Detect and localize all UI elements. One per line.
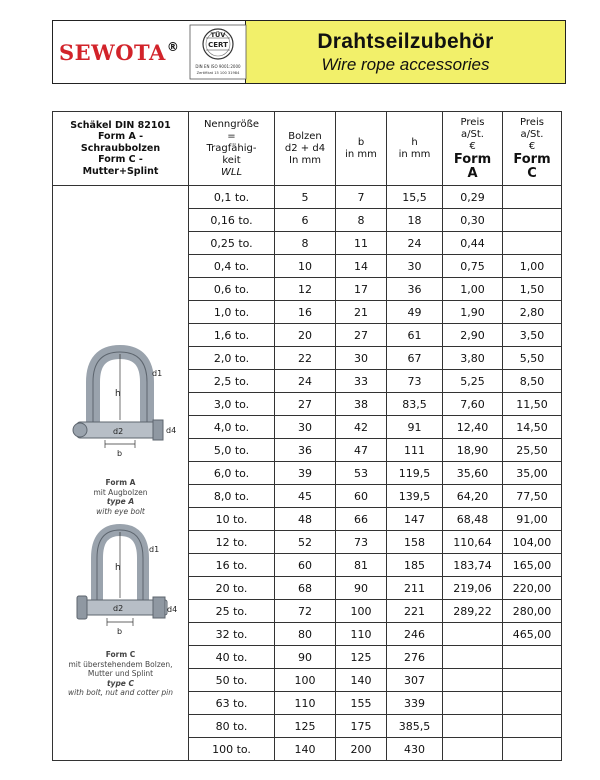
cell-bolt: 36 (275, 439, 336, 462)
cell-size: 0,4 to. (189, 255, 275, 278)
cell-bolt: 100 (275, 669, 336, 692)
dim-d2-label-c: d2 (113, 604, 124, 614)
cell-bolt: 125 (275, 715, 336, 738)
cell-b: 17 (336, 278, 387, 301)
header-b: b in mm (336, 112, 387, 186)
cell-size: 40 to. (189, 646, 275, 669)
dim-d1-label-c: d1 (149, 545, 160, 555)
svg-text:DIN EN ISO 9001:2000: DIN EN ISO 9001:2000 (195, 64, 241, 69)
cell-bolt: 72 (275, 600, 336, 623)
cell-bolt: 140 (275, 738, 336, 761)
cell-size: 12 to. (189, 531, 275, 554)
cell-price-c: 3,50 (503, 324, 562, 347)
cell-price-a: 18,90 (443, 439, 503, 462)
cell-h: 49 (387, 301, 443, 324)
header-h: h in mm (387, 112, 443, 186)
cell-b: 81 (336, 554, 387, 577)
cell-price-a: 1,90 (443, 301, 503, 324)
cell-price-c: 104,00 (503, 531, 562, 554)
dim-d1-label: d1 (152, 369, 163, 379)
cell-size: 32 to. (189, 623, 275, 646)
cell-price-a: 0,75 (443, 255, 503, 278)
cell-b: 27 (336, 324, 387, 347)
cell-price-c: 14,50 (503, 416, 562, 439)
cell-bolt: 22 (275, 347, 336, 370)
cell-price-a: 7,60 (443, 393, 503, 416)
brand-block (53, 21, 245, 83)
cell-b: 33 (336, 370, 387, 393)
cell-price-c: 165,00 (503, 554, 562, 577)
shackle-drawings (53, 248, 188, 698)
dim-d4-label: d4 (166, 426, 177, 436)
cell-bolt: 20 (275, 324, 336, 347)
cell-b: 73 (336, 531, 387, 554)
cell-h: 307 (387, 669, 443, 692)
cell-size: 0,6 to. (189, 278, 275, 301)
cell-price-c: 35,00 (503, 462, 562, 485)
cell-b: 30 (336, 347, 387, 370)
cell-b: 7 (336, 186, 387, 209)
cell-bolt: 12 (275, 278, 336, 301)
cell-price-c: 11,50 (503, 393, 562, 416)
table-body (53, 186, 562, 761)
cell-h: 185 (387, 554, 443, 577)
cell-price-c: 2,80 (503, 301, 562, 324)
cell-h: 30 (387, 255, 443, 278)
cell-price-a: 0,29 (443, 186, 503, 209)
cell-h: 18 (387, 209, 443, 232)
cell-size: 5,0 to. (189, 439, 275, 462)
cell-price-a: 68,48 (443, 508, 503, 531)
cell-bolt: 52 (275, 531, 336, 554)
cell-b: 90 (336, 577, 387, 600)
cell-bolt: 90 (275, 646, 336, 669)
cell-price-a: 0,44 (443, 232, 503, 255)
svg-text:TÜV: TÜV (210, 31, 226, 39)
cell-h: 158 (387, 531, 443, 554)
cell-price-c: 465,00 (503, 623, 562, 646)
cell-h: 119,5 (387, 462, 443, 485)
svg-text:CERT: CERT (208, 41, 229, 49)
cell-h: 339 (387, 692, 443, 715)
cell-h: 73 (387, 370, 443, 393)
cell-h: 24 (387, 232, 443, 255)
cell-size: 50 to. (189, 669, 275, 692)
cell-b: 155 (336, 692, 387, 715)
cell-h: 385,5 (387, 715, 443, 738)
cell-price-a: 3,80 (443, 347, 503, 370)
cell-bolt: 24 (275, 370, 336, 393)
cell-price-a: 5,25 (443, 370, 503, 393)
illustration-cell (53, 186, 189, 761)
cell-price-a: 183,74 (443, 554, 503, 577)
cell-b: 110 (336, 623, 387, 646)
cell-size: 16 to. (189, 554, 275, 577)
cell-b: 14 (336, 255, 387, 278)
cell-bolt: 48 (275, 508, 336, 531)
cell-price-a: 219,06 (443, 577, 503, 600)
cell-h: 61 (387, 324, 443, 347)
cell-size: 1,6 to. (189, 324, 275, 347)
cell-b: 60 (336, 485, 387, 508)
cell-b: 140 (336, 669, 387, 692)
svg-text:Zertifikat 15 100 31984: Zertifikat 15 100 31984 (196, 71, 240, 75)
cell-b: 53 (336, 462, 387, 485)
form-a-shackle-drawing (53, 340, 187, 478)
cell-b: 47 (336, 439, 387, 462)
cell-b: 175 (336, 715, 387, 738)
cell-b: 38 (336, 393, 387, 416)
form-c-shackle-drawing (53, 522, 187, 650)
cell-price-c: 91,00 (503, 508, 562, 531)
page-subtitle: Wire rope accessories (321, 54, 490, 74)
cell-price-a (443, 623, 503, 646)
cell-price-c: 1,00 (503, 255, 562, 278)
cell-price-a: 12,40 (443, 416, 503, 439)
cell-size: 0,1 to. (189, 186, 275, 209)
cell-bolt: 10 (275, 255, 336, 278)
cell-b: 42 (336, 416, 387, 439)
cell-price-c (503, 738, 562, 761)
cell-size: 2,5 to. (189, 370, 275, 393)
title-banner (245, 21, 565, 83)
cell-size: 8,0 to. (189, 485, 275, 508)
cell-bolt: 39 (275, 462, 336, 485)
cell-bolt: 110 (275, 692, 336, 715)
cell-size: 10 to. (189, 508, 275, 531)
cell-bolt: 8 (275, 232, 336, 255)
cell-bolt: 80 (275, 623, 336, 646)
cell-bolt: 27 (275, 393, 336, 416)
tuv-cert-icon (189, 24, 247, 80)
cell-bolt: 60 (275, 554, 336, 577)
cell-h: 111 (387, 439, 443, 462)
cell-price-a: 35,60 (443, 462, 503, 485)
dim-b-label-c: b (117, 627, 123, 637)
cell-size: 0,25 to. (189, 232, 275, 255)
header-size-wll: Nenngröße = Tragfähig- keit WLL (189, 112, 275, 186)
cell-size: 0,16 to. (189, 209, 275, 232)
form-a-caption: Form A mit Augbolzen type A with eye bolt (93, 478, 148, 516)
cell-price-a (443, 692, 503, 715)
cell-b: 8 (336, 209, 387, 232)
cell-bolt: 6 (275, 209, 336, 232)
cell-b: 66 (336, 508, 387, 531)
cell-price-c (503, 692, 562, 715)
cell-price-c (503, 232, 562, 255)
cell-price-a: 0,30 (443, 209, 503, 232)
cell-size: 25 to. (189, 600, 275, 623)
cell-price-c: 1,50 (503, 278, 562, 301)
cell-price-c: 280,00 (503, 600, 562, 623)
tuv-cert-seal (189, 24, 247, 80)
shackle-spec-table (52, 111, 562, 761)
form-c-caption: Form C mit überstehendem Bolzen, Mutter und Splint type C with bolt, nut and cotter pin (67, 650, 174, 698)
cell-h: 91 (387, 416, 443, 439)
cell-bolt: 16 (275, 301, 336, 324)
dim-b-label: b (117, 449, 123, 459)
cell-h: 147 (387, 508, 443, 531)
header-price-form-a: Preis a/St. € Form A (443, 112, 503, 186)
dim-d2-label: d2 (113, 427, 124, 437)
cell-price-a: 289,22 (443, 600, 503, 623)
cell-size: 1,0 to. (189, 301, 275, 324)
cell-price-c: 8,50 (503, 370, 562, 393)
header-bolt: Bolzen d2 + d4 In mm (275, 112, 336, 186)
cell-size: 4,0 to. (189, 416, 275, 439)
dim-h-label-c: h (115, 563, 121, 574)
cell-price-a (443, 669, 503, 692)
cell-size: 3,0 to. (189, 393, 275, 416)
cell-h: 246 (387, 623, 443, 646)
cell-size: 2,0 to. (189, 347, 275, 370)
cell-h: 221 (387, 600, 443, 623)
cell-size: 100 to. (189, 738, 275, 761)
cell-h: 276 (387, 646, 443, 669)
cell-b: 125 (336, 646, 387, 669)
cell-price-a: 64,20 (443, 485, 503, 508)
cell-price-a (443, 738, 503, 761)
cell-h: 430 (387, 738, 443, 761)
page-header (52, 20, 566, 84)
cell-h: 139,5 (387, 485, 443, 508)
cell-bolt: 45 (275, 485, 336, 508)
cell-price-a (443, 646, 503, 669)
cell-h: 83,5 (387, 393, 443, 416)
cell-bolt: 5 (275, 186, 336, 209)
cell-price-c (503, 209, 562, 232)
cell-price-c (503, 715, 562, 738)
cell-size: 6,0 to. (189, 462, 275, 485)
cell-price-c (503, 669, 562, 692)
cell-h: 36 (387, 278, 443, 301)
registered-mark: ® (166, 39, 180, 54)
brand-logo: SEWOTA® (59, 39, 180, 65)
table-row (53, 186, 562, 209)
cell-price-a: 110,64 (443, 531, 503, 554)
cell-price-a: 1,00 (443, 278, 503, 301)
cell-size: 80 to. (189, 715, 275, 738)
cell-bolt: 30 (275, 416, 336, 439)
cell-price-c: 5,50 (503, 347, 562, 370)
cell-price-c: 77,50 (503, 485, 562, 508)
cell-b: 200 (336, 738, 387, 761)
cell-size: 63 to. (189, 692, 275, 715)
cell-price-a (443, 715, 503, 738)
header-price-form-c: Preis a/St. € Form C (503, 112, 562, 186)
cell-price-c (503, 646, 562, 669)
page-title: Drahtseilzubehör (317, 29, 494, 53)
dim-h-label: h (115, 389, 121, 400)
cell-bolt: 68 (275, 577, 336, 600)
cell-price-a: 2,90 (443, 324, 503, 347)
cell-size: 20 to. (189, 577, 275, 600)
cell-h: 67 (387, 347, 443, 370)
header-description: Schäkel DIN 82101 Form A - Schraubbolzen Form C - Mutter+Splint (53, 112, 189, 186)
cell-price-c: 25,50 (503, 439, 562, 462)
cell-b: 100 (336, 600, 387, 623)
cell-price-c (503, 186, 562, 209)
cell-b: 11 (336, 232, 387, 255)
cell-h: 211 (387, 577, 443, 600)
cell-price-c: 220,00 (503, 577, 562, 600)
cell-h: 15,5 (387, 186, 443, 209)
dim-d4-label-c: d4 (167, 605, 178, 615)
cell-b: 21 (336, 301, 387, 324)
table-header-row (53, 112, 562, 186)
